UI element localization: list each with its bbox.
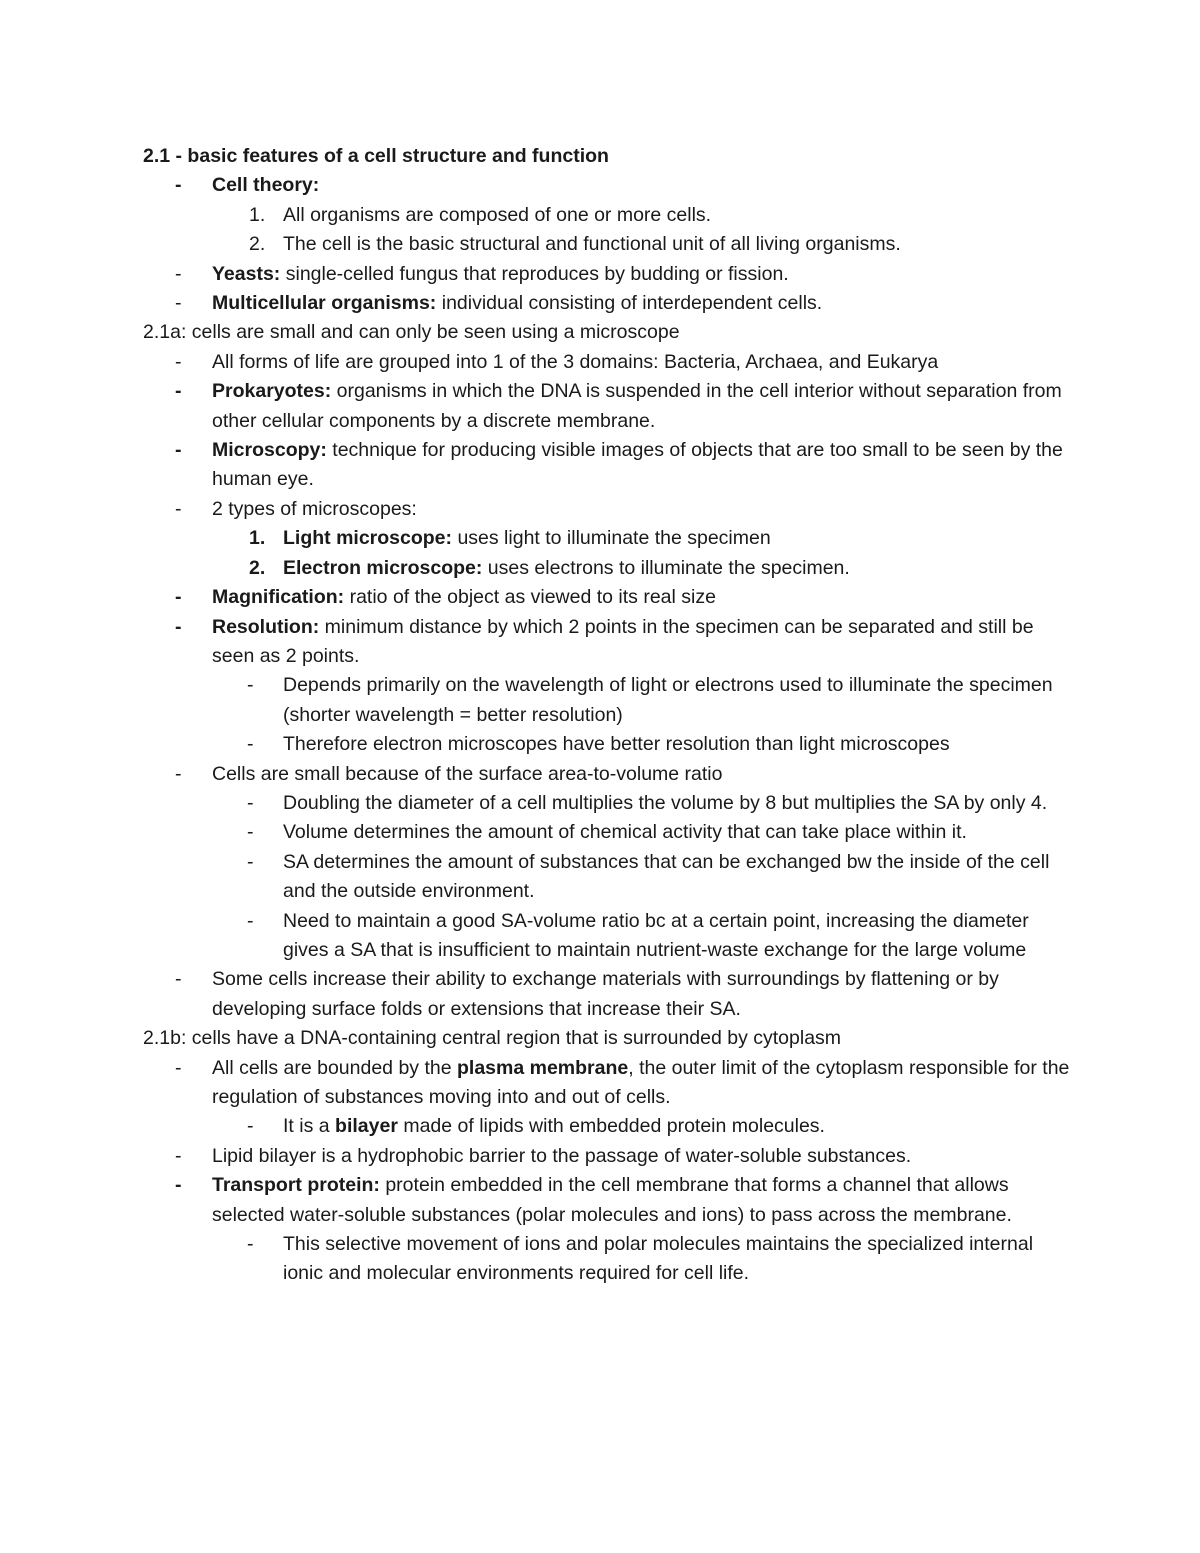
list-text: SA determines the amount of substances that can be exchanged bw the inside of the cell and the outside environment. (283, 850, 1050, 903)
list-item (143, 171, 1073, 200)
definition: uses electrons to illuminate the specimen. (482, 556, 850, 579)
definition: protein embedded in the cell membrane that forms a channel that allows selected water-soluble substances (polar molecules and ions) to pass across the membrane. (212, 1174, 1012, 1226)
list-item (143, 1230, 1073, 1289)
list-text: The cell is the basic structural and functional unit of all living organisms. (283, 233, 901, 256)
list-text: All forms of life are grouped into 1 of the 3 domains: Bacteria, Archaea, and Eukarya (212, 350, 939, 373)
list-text: All cells are bounded by the (212, 1056, 457, 1079)
bullet: - (247, 791, 254, 814)
list-item (143, 613, 1073, 672)
term: bilayer (335, 1115, 398, 1138)
bullet: - (247, 733, 254, 756)
term: Microscopy: (212, 439, 327, 462)
term: Cell theory: (212, 174, 320, 197)
definition: uses light to illuminate the specimen (452, 527, 771, 550)
list-text: This selective movement of ions and polar molecules maintains the specialized internal ionic and molecular environments required for cell life. (283, 1233, 1034, 1285)
list-text: All organisms are composed of one or more cells. (283, 203, 712, 226)
bullet: - (175, 262, 182, 285)
term: plasma membrane (457, 1056, 629, 1079)
definition: technique for producing visible images of objects that are too small to be seen by the human eye. (212, 439, 1063, 491)
list-item (143, 289, 1073, 318)
bullet: - (175, 350, 182, 373)
list-item (143, 789, 1073, 818)
list-item (143, 583, 1073, 612)
bullet: - (175, 380, 182, 403)
list-item (143, 760, 1073, 789)
bullet: - (175, 762, 182, 785)
list-text: Depends primarily on the wavelength of light or electrons used to illuminate the specimen (shorter wavelength = better resolution) (283, 674, 1053, 726)
bullet: - (175, 439, 182, 462)
bullet: - (247, 821, 254, 844)
bullet: - (175, 497, 182, 520)
definition: minimum distance by which 2 points in the specimen can be separated and still be seen as 2 points. (212, 615, 1034, 667)
section-heading: 2.1 - basic features of a cell structure and function (143, 145, 609, 167)
term: Multicellular organisms: (212, 292, 437, 315)
list-item (143, 818, 1073, 847)
list-item (143, 495, 1073, 524)
bullet: - (247, 674, 254, 697)
list-text: It is a (283, 1115, 336, 1138)
list-item (143, 524, 1073, 553)
list-item (143, 1171, 1073, 1230)
document-body (143, 142, 1073, 1289)
list-item (143, 554, 1073, 583)
list-text: Volume determines the amount of chemical activity that can take place within it. (283, 821, 967, 844)
list-text: Some cells increase their ability to exchange materials with surroundings by flattening or by developing surface folds or extensions that increase their SA. (212, 968, 999, 1020)
bullet: - (175, 586, 182, 609)
list-text: Need to maintain a good SA-volume ratio bc at a certain point, increasing the diameter gives a SA that is insufficient to maintain nutrient-waste exchange for the large volume (283, 909, 1029, 961)
term: Yeasts: (212, 262, 281, 285)
section-heading: 2.1b: cells have a DNA-containing central region that is surrounded by cytoplasm (143, 1027, 842, 1050)
bullet: - (175, 292, 182, 315)
list-item (143, 1054, 1073, 1113)
list-item (143, 230, 1073, 259)
list-item (143, 848, 1073, 907)
bullet: - (175, 174, 182, 197)
list-text: Cells are small because of the surface area-to-volume ratio (212, 762, 723, 785)
term: Prokaryotes: (212, 380, 332, 403)
list-item (143, 907, 1073, 966)
list-item (143, 1112, 1073, 1141)
bullet: - (247, 909, 254, 932)
bullet: - (175, 1056, 182, 1079)
list-text: made of lipids with embedded protein molecules. (397, 1115, 825, 1138)
bullet: - (175, 968, 182, 991)
list-item (143, 730, 1073, 759)
bullet: - (175, 615, 182, 638)
list-text: Lipid bilayer is a hydrophobic barrier to the passage of water-soluble substances. (212, 1144, 912, 1167)
list-item (143, 348, 1073, 377)
definition: ratio of the object as viewed to its real size (344, 586, 716, 609)
definition: individual consisting of interdependent cells. (436, 292, 823, 315)
list-text: 2 types of microscopes: (212, 497, 417, 520)
list-item (143, 1142, 1073, 1171)
list-number: 1. (249, 203, 266, 226)
list-number: 1. (249, 527, 266, 550)
list-number: 2. (249, 556, 266, 579)
bullet: - (175, 1174, 182, 1197)
list-item (143, 436, 1073, 495)
term: Transport protein: (212, 1174, 380, 1197)
term: Resolution: (212, 615, 320, 638)
list-item (143, 671, 1073, 730)
bullet: - (175, 1144, 182, 1167)
list-item (143, 201, 1073, 230)
bullet: - (247, 1233, 254, 1256)
term: Light microscope: (283, 527, 453, 550)
list-number: 2. (249, 233, 266, 256)
definition: organisms in which the DNA is suspended in the cell interior without separation from other cellular components by a discrete membrane. (212, 380, 1062, 432)
section-heading: 2.1a: cells are small and can only be seen using a microscope (143, 321, 680, 344)
list-item (143, 377, 1073, 436)
list-item (143, 260, 1073, 289)
term: Electron microscope: (283, 556, 483, 579)
list-text: Doubling the diameter of a cell multiplies the volume by 8 but multiplies the SA by only 4. (283, 791, 1048, 814)
bullet: - (247, 1115, 254, 1138)
bullet: - (247, 850, 254, 873)
list-item (143, 965, 1073, 1024)
list-text: , the outer limit of the cytoplasm responsible for the regulation of substances moving into and out of cells. (212, 1056, 1070, 1108)
term: Magnification: (212, 586, 345, 609)
list-text: Therefore electron microscopes have better resolution than light microscopes (283, 733, 950, 756)
definition: single-celled fungus that reproduces by budding or fission. (280, 262, 789, 285)
